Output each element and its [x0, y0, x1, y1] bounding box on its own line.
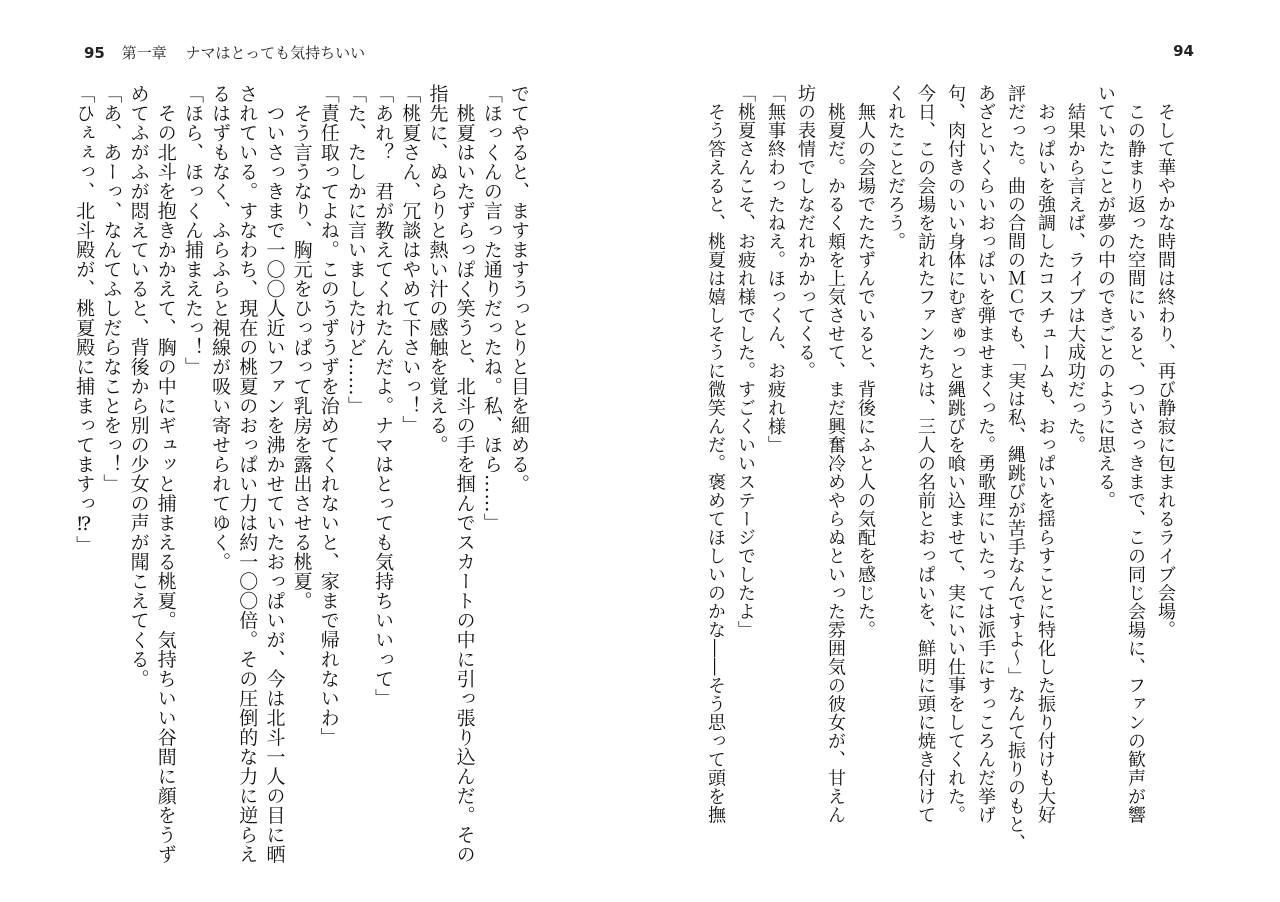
text-line: 「桃夏さん、冗談はやめて下さいっ！」: [399, 84, 422, 435]
text-line: 「無事終わったねえ。ほっくん、お疲れ様」: [765, 84, 786, 454]
right-page: [700, 84, 1180, 864]
text-line: されている。すなわち、現在の桃夏のおっぱい力は約一〇〇倍。その圧倒的な力に逆らえ: [236, 84, 259, 864]
text-line: めてふがふが悶えていると、背後から別の少女の声が聞こえてくる。: [127, 84, 150, 689]
text-line: そう答えると、桃夏は嬉しそうに微笑んだ。褒めてほしいのかな――そう思って頭を撫: [705, 84, 726, 824]
text-line: あざといくらいおっぱいを弾ませまくった。勇歌理にいたっては派手にすっころんだ挙げ: [975, 84, 996, 824]
right-page-text: [700, 84, 1180, 864]
text-line: 「あれ？ 君が教えてくれたんだよ。ナマはとっても気持ちいいって」: [372, 84, 395, 708]
text-line: 「ひぇぇっ、北斗殿が、桃夏殿に捕まってますっ⁉」: [73, 84, 96, 555]
chapter-label: 第一章: [121, 44, 167, 62]
text-line: そう言うなり、胸元をひっぱって乳房を露出させる桃夏。: [290, 84, 313, 611]
text-line: 桃夏はいたずらっぽく笑うと、北斗の手を掴んでスカートの中に引っ張り込んだ。その: [453, 84, 476, 864]
text-line: くれたことだろう。: [885, 84, 906, 251]
text-line: その北斗を抱きかかえて、胸の中にギュッと捕まえる桃夏。気持ちいい谷間に顔をうず: [154, 84, 177, 864]
right-running-header: [1173, 42, 1194, 60]
text-line: 「た、たしかに言いましたけど……」: [344, 84, 367, 416]
text-line: おっぱいを強調したコスチュームも、おっぱいを揺らすことに特化した振り付けも大好: [1035, 84, 1056, 824]
text-line: 坊の表情でしなだれかかってくる。: [795, 84, 816, 380]
text-line: そして華やかな時間は終わり、再び静寂に包まれるライブ会場。: [1155, 84, 1176, 639]
text-line: いていたことが夢の中のできごとのように思える。: [1095, 84, 1116, 510]
left-running-header: [84, 42, 365, 63]
text-line: 桃夏だ。かるく頬を上気させて、まだ興奮冷めやらぬといった雰囲気の彼女が、甘えん: [825, 84, 846, 824]
text-line: 句、肉付きのいい身体にむぎゅっと縄跳びを喰い込ませて、実にいい仕事をしてくれた。: [945, 84, 966, 824]
text-line: 評だった。曲の合間のＭＣでも、「実は私、縄跳びが苦手なんですよ～」なんて振りのもと、: [1005, 84, 1026, 852]
text-line: 「ほっくんの言った通りだったね。私、ほら……」: [480, 84, 503, 533]
text-line: 指先に、ぬらりと熱い汁の感触を覚える。: [426, 84, 449, 455]
text-line: でてやると、ますますうっとりと目を細める。: [508, 84, 530, 494]
text-line: 「あ、あーっ、なんてふしだらなことをっ！」: [100, 84, 123, 494]
text-line: 結果から言えば、ライブは大成功だった。: [1065, 84, 1086, 454]
text-line: るはずもなく、ふらふらと視線が吸い寄せられてゆく。: [209, 84, 232, 572]
left-page: [70, 84, 532, 864]
text-line: 「ほら、ほっくん捕まえたっ！」: [181, 84, 204, 377]
text-line: この静まり返った空間にいると、ついさっきまで、この同じ会場に、ファンの歓声が響: [1125, 84, 1146, 824]
text-line: 無人の会場でたたずんでいると、背後にふと人の気配を感じた。: [855, 84, 876, 639]
text-line: ついさっきまで一〇〇人近いファンを沸かせていたおっぱいが、今は北斗一人の目に晒: [263, 84, 286, 864]
text-line: 「桃夏さんこそ、お疲れ様でした。すごくいいステージでしたよ」: [735, 84, 756, 639]
right-page-number: 94: [1173, 42, 1194, 60]
text-line: 今日、この会場を訪れたファンたちは、三人の名前とおっぱいを、鮮明に頭に焼き付けて: [915, 84, 936, 824]
text-line: 「責任取ってよね。このうずうずを治めてくれないと、家まで帰れないわ」: [317, 84, 340, 747]
gutter: [639, 0, 641, 902]
left-page-number: 95: [84, 44, 105, 62]
left-page-text: [70, 84, 532, 864]
chapter-title: ナマはとっても気持ちいい: [185, 44, 366, 62]
